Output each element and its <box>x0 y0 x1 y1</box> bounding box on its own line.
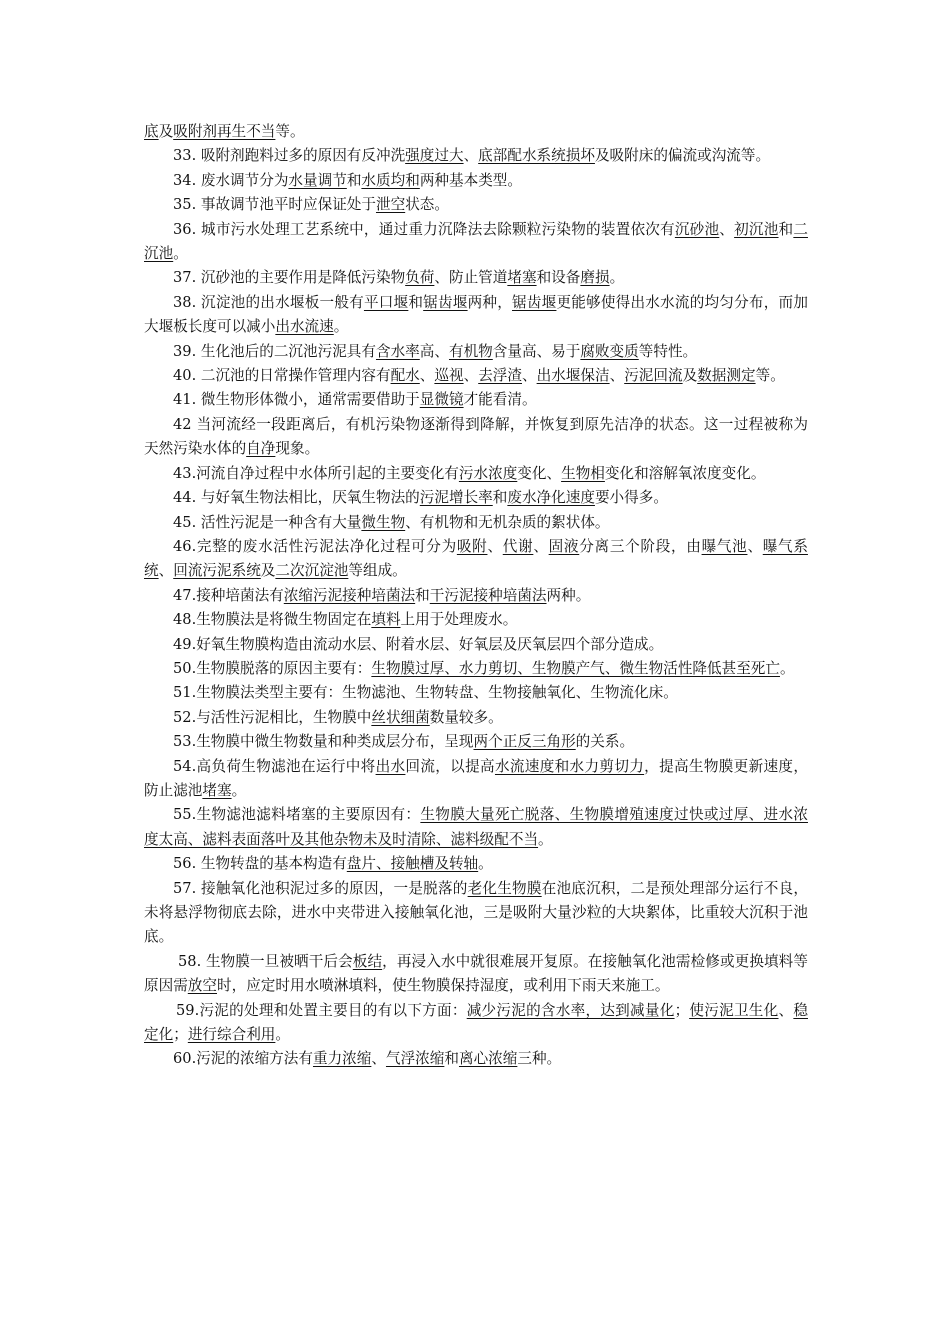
paragraph-12 <box>144 486 808 510</box>
text-segment: 40. 二沉池的日常操作管理内容有 <box>173 367 391 385</box>
text-segment: 44. 与好氧生物法相比，厌氧生物法的 <box>173 489 420 507</box>
answer-blank: 锯齿堰 <box>423 293 468 311</box>
answer-blank: 重力浓缩 <box>312 1050 372 1068</box>
text-segment: 、 <box>609 367 625 385</box>
text-segment: ，再浸入水中就很难展开复原。在接触氧化池需检修或更换填料等原因需 <box>144 952 808 995</box>
text-segment: 两种基本类型。 <box>419 171 522 189</box>
text-segment: 52.与活性污泥相比，生物膜中 <box>173 708 372 726</box>
answer-blank: 显微镜 <box>419 391 464 409</box>
text-segment: 60.污泥的浓缩方法有 <box>173 1050 313 1068</box>
answer-blank: 废水净化速度 <box>507 489 595 507</box>
answer-blank: 泄空 <box>375 196 406 214</box>
text-segment: 58. 生物膜一旦被晒干后会 <box>178 952 353 970</box>
paragraph-9 <box>144 388 808 412</box>
answer-blank: 二沉池 <box>144 220 808 263</box>
paragraph-4 <box>144 218 808 267</box>
answer-blank: 沉砂池 <box>674 220 720 238</box>
answer-blank: 代谢 <box>502 537 534 555</box>
text-segment: 57. 接触氧化池积泥过多的原因，一是脱落的 <box>173 879 468 897</box>
paragraph-14 <box>144 535 808 584</box>
answer-blank: 减少污泥的含水率，达到减量化 <box>466 1001 675 1019</box>
answer-blank: 固液 <box>548 537 580 555</box>
text-segment: 55.生物滤池滤料堵塞的主要原因有： <box>173 806 421 824</box>
answer-blank: 出水 <box>375 757 406 775</box>
text-segment: 和设备 <box>536 269 581 287</box>
text-segment: 两种， <box>467 293 513 311</box>
text-segment: 48.生物膜法是将微生物固定在 <box>173 611 372 629</box>
text-segment: 变化和溶解氧浓度变化。 <box>604 464 766 482</box>
answer-blank: 负荷 <box>405 269 435 287</box>
answer-blank: 自净 <box>246 440 276 458</box>
text-segment: 、 <box>719 220 735 238</box>
text-segment: 46.完整的废水活性污泥法净化过程可分为 <box>173 537 457 555</box>
paragraph-2 <box>144 169 808 193</box>
answer-blank: 初沉池 <box>734 220 779 238</box>
answer-blank: 吸附剂再生不当 <box>173 123 276 140</box>
paragraph-13 <box>144 511 808 535</box>
text-segment: 及 <box>158 123 174 140</box>
text-segment: 更能够使得出水水流的均匀分布，而加大堰板长度可以减小 <box>144 293 808 336</box>
paragraph-1 <box>144 144 808 168</box>
answer-blank: 吸附 <box>456 537 488 555</box>
text-segment: 状态。 <box>405 196 449 214</box>
text-segment: 和 <box>408 293 424 311</box>
answer-blank: 有机物 <box>448 342 493 360</box>
text-segment: 现象。 <box>275 440 320 458</box>
text-segment: 分离三个阶段，由 <box>579 537 702 555</box>
answer-blank: 稳定化 <box>144 1001 808 1044</box>
text-segment: 变化、 <box>517 464 562 482</box>
answer-blank: 污水浓度 <box>458 464 518 482</box>
paragraph-28 <box>144 1047 808 1071</box>
answer-blank: 干污泥接种培菌法 <box>429 586 547 604</box>
text-segment: 50.生物膜脱落的原因主要有： <box>173 659 372 677</box>
paragraph-18 <box>144 657 808 681</box>
paragraph-26 <box>144 950 808 999</box>
text-segment: 47.接种培菌法有 <box>173 586 284 604</box>
answer-blank: 生物膜大量死亡脱落、生物膜增殖速度过快或过厚、进水浓度太高、滤料表面落叶及其他杂物未及时清除、滤料级配不当 <box>144 806 808 848</box>
answer-blank: 二次沉淀池 <box>275 562 349 580</box>
text-segment: ； <box>674 1001 690 1019</box>
text-segment: 53.生物膜中微生物数量和种类成层分布，呈现 <box>173 733 474 751</box>
text-segment: 要小得多。 <box>594 489 668 507</box>
text-segment: 45. 活性污泥是一种含有大量 <box>173 513 362 531</box>
answer-blank: 微生物 <box>361 513 406 531</box>
text-segment: 、 <box>419 367 435 385</box>
text-segment: 、防止管道 <box>434 269 508 287</box>
answer-blank: 进行综合利用 <box>187 1026 276 1044</box>
paragraph-6 <box>144 291 808 340</box>
text-segment: 。 <box>609 269 625 287</box>
answer-blank: 板结 <box>352 952 383 970</box>
paragraph-15 <box>144 584 808 608</box>
text-segment: 34. 废水调节分为 <box>173 171 289 189</box>
paragraph-11 <box>144 462 808 486</box>
answer-blank: 堵塞 <box>202 781 232 799</box>
answer-blank: 曝气系统 <box>144 537 808 580</box>
text-segment: 高、 <box>419 342 449 360</box>
text-segment: 。 <box>173 245 188 263</box>
text-segment: 三种。 <box>517 1050 562 1068</box>
text-segment: 上用于处理废水。 <box>400 611 518 629</box>
text-segment: 和 <box>415 586 430 604</box>
answer-blank: 填料 <box>371 611 401 629</box>
answer-blank: 回流污泥系统 <box>173 562 261 580</box>
text-segment: 、 <box>747 537 763 555</box>
text-segment: ，提高生物膜更新速度，防止滤池 <box>144 757 808 799</box>
text-segment: 、 <box>487 537 503 555</box>
paragraph-21 <box>144 730 808 754</box>
text-segment: 和 <box>346 171 362 189</box>
paragraph-27 <box>144 999 808 1048</box>
paragraph-10 <box>144 413 808 462</box>
text-segment: 。 <box>538 830 553 848</box>
text-segment: 35. 事故调节池平时应保证处于 <box>173 196 376 214</box>
text-segment: 。 <box>779 659 795 677</box>
paragraph-8 <box>144 364 808 388</box>
paragraph-22 <box>144 755 808 804</box>
text-segment: 38. 沉淀池的出水堰板一般有 <box>173 293 364 311</box>
text-segment: 49.好氧生物膜构造由流动水层、附着水层、好氧层及厌氧层四个部分造成。 <box>173 635 664 653</box>
answer-blank: 巡视 <box>434 367 464 385</box>
answer-blank: 污泥增长率 <box>419 489 493 507</box>
answer-blank: 出水堰保洁 <box>536 367 610 385</box>
answer-blank: 底 <box>144 123 159 140</box>
text-segment: 54.高负荷生物滤池在运行中将 <box>173 757 376 775</box>
text-segment: 及 <box>682 367 698 385</box>
paragraph-0 <box>144 120 808 144</box>
paragraph-24 <box>144 852 808 876</box>
text-segment: 时，应定时用水喷淋填料，使生物膜保持湿度，或利用下雨天来施工。 <box>217 977 670 995</box>
text-segment: 36. 城市污水处理工艺系统中，通过重力沉降法去除颗粒污染物的装置依次有 <box>173 220 675 238</box>
text-segment: 及 <box>260 562 276 580</box>
answer-blank: 两个正反三角形 <box>473 733 576 751</box>
text-segment: 等组成。 <box>348 562 407 580</box>
answer-blank: 生物相 <box>561 464 605 482</box>
text-segment: 两种。 <box>546 586 591 604</box>
document-body <box>144 120 808 1072</box>
text-segment: ； <box>173 1026 188 1044</box>
text-segment: 、 <box>463 367 479 385</box>
text-segment: 数量较多。 <box>429 708 503 726</box>
answer-blank: 数据测定 <box>697 367 756 385</box>
answer-blank: 使污泥卫生化 <box>689 1001 779 1019</box>
answer-blank: 腐败变质 <box>580 342 639 360</box>
answer-blank: 曝气池 <box>701 537 748 555</box>
text-segment: 、 <box>371 1050 386 1068</box>
answer-blank: 去浮渣 <box>478 367 522 385</box>
text-segment: 和 <box>778 220 794 238</box>
answer-blank: 丝状细菌 <box>371 708 430 726</box>
answer-blank: 底部配水系统损坏 <box>478 147 595 165</box>
answer-blank: 水流速度和水力剪切力 <box>494 757 645 775</box>
answer-blank: 浓缩污泥接种培菌法 <box>283 586 416 604</box>
text-segment: 。 <box>275 1026 290 1044</box>
paragraph-16 <box>144 608 808 632</box>
text-segment: 43.河流自净过程中水体所引起的主要变化有 <box>173 464 459 482</box>
answer-blank: 水质均和 <box>361 171 420 189</box>
answer-blank: 配水 <box>390 367 420 385</box>
text-segment: 在池底沉积，二是预处理部分运行不良，未将悬浮物彻底去除，进水中夹带进入接触氧化池，三是吸附大量沙粒的大块絮体，比重较大沉积于池底。 <box>144 879 808 946</box>
answer-blank: 磨损 <box>580 269 610 287</box>
text-segment: 等。 <box>755 367 785 385</box>
text-segment: 、 <box>533 537 549 555</box>
text-segment: 59.污泥的处理和处置主要目的有以下方面： <box>176 1001 467 1019</box>
answer-blank: 离心浓缩 <box>458 1050 518 1068</box>
answer-blank: 含水率 <box>375 342 420 360</box>
text-segment: 和 <box>492 489 508 507</box>
paragraph-19 <box>144 681 808 705</box>
text-segment: 。 <box>478 855 493 873</box>
text-segment: 、 <box>463 147 479 165</box>
text-segment: 回流，以提高 <box>405 757 495 775</box>
paragraph-7 <box>144 340 808 364</box>
answer-blank: 气浮浓缩 <box>385 1050 445 1068</box>
paragraph-23 <box>144 803 808 852</box>
text-segment: 等。 <box>275 123 305 140</box>
text-segment: 56. 生物转盘的基本构造有 <box>173 855 347 873</box>
paragraph-17 <box>144 633 808 657</box>
text-segment: 。 <box>333 318 349 336</box>
text-segment: 37. 沉砂池的主要作用是降低污染物 <box>173 269 406 287</box>
answer-blank: 污泥回流 <box>624 367 683 385</box>
answer-blank: 出水流速 <box>275 318 334 336</box>
text-segment: 42 当河流经一段距离后，有机污染物逐渐得到降解，并恢复到原先洁净的状态。这一过程被称为天然污染水体的 <box>144 415 808 458</box>
paragraph-3 <box>144 193 808 217</box>
answer-blank: 堵塞 <box>507 269 537 287</box>
text-segment: 等特性。 <box>638 342 698 360</box>
paragraph-5 <box>144 266 808 290</box>
paragraph-20 <box>144 706 808 730</box>
text-segment: 39. 生化池后的二沉池污泥具有 <box>173 342 376 360</box>
text-segment: 才能看清。 <box>463 391 537 409</box>
text-segment: 41. 微生物形体微小，通常需要借助于 <box>173 391 420 409</box>
answer-blank: 强度过大 <box>405 147 464 165</box>
text-segment: 、有机物和无机杂质的絮状体。 <box>405 513 610 531</box>
text-segment: 、 <box>522 367 537 385</box>
text-segment: 、 <box>778 1001 794 1019</box>
text-segment: 的关系。 <box>575 733 635 751</box>
answer-blank: 平口堰 <box>363 293 409 311</box>
text-segment: 和 <box>444 1050 459 1068</box>
text-segment: 51.生物膜法类型主要有：生物滤池、生物转盘、生物接触氧化、生物流化床。 <box>173 684 678 702</box>
answer-blank: 放空 <box>187 977 217 995</box>
text-segment: 及吸附床的偏流或沟流等。 <box>594 147 771 165</box>
answer-blank: 水量调节 <box>288 171 347 189</box>
text-segment: 含量高、易于 <box>492 342 581 360</box>
answer-blank: 盘片、接触槽及转轴 <box>346 855 479 873</box>
answer-blank: 生物膜过厚、水力剪切、生物膜产气、微生物活性降低甚至死亡 <box>371 659 780 677</box>
answer-blank: 锯齿堰 <box>512 293 557 311</box>
text-segment: 、 <box>158 562 174 580</box>
text-segment: 。 <box>231 781 247 799</box>
answer-blank: 老化生物膜 <box>467 879 542 897</box>
text-segment: 33. 吸附剂跑料过多的原因有反冲洗 <box>173 147 406 165</box>
paragraph-25 <box>144 877 808 950</box>
